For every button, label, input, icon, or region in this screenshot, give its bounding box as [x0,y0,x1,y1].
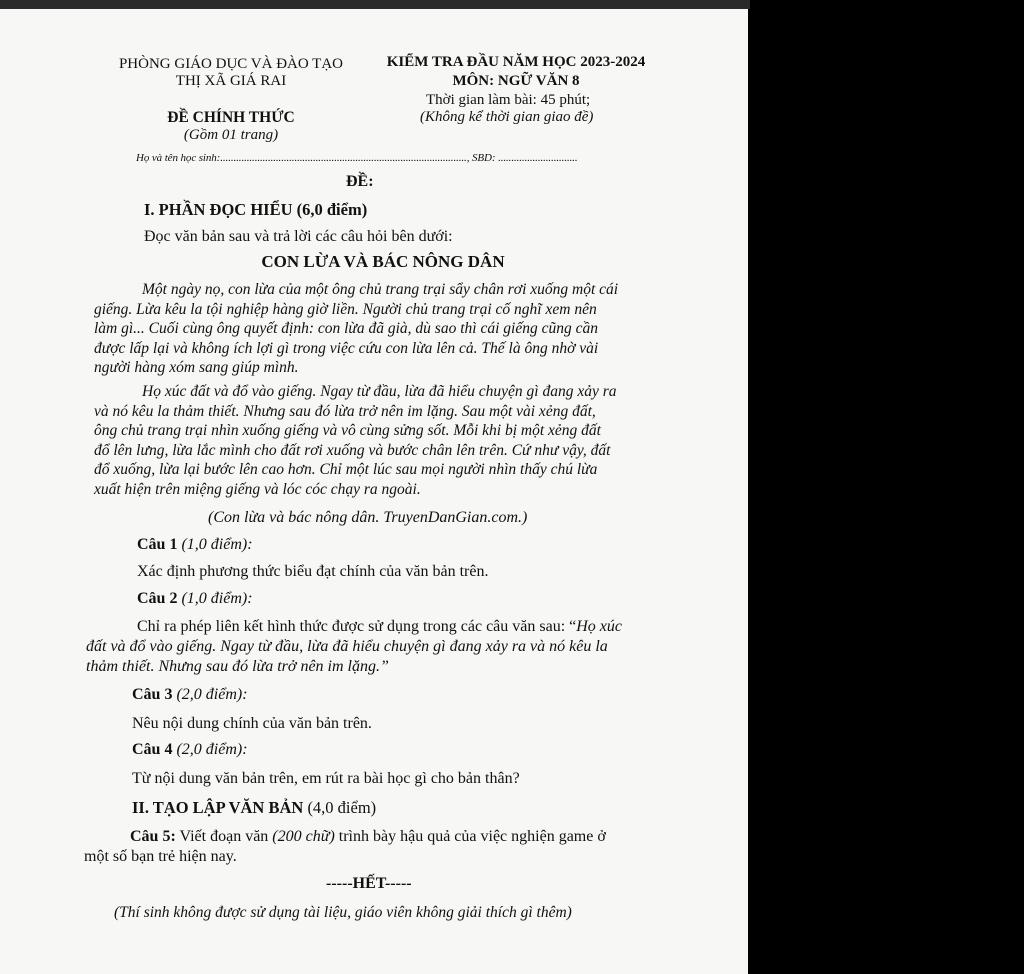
question-number: Câu 1 [137,536,178,553]
exam-time: Thời gian làm bài: 45 phút; [426,92,591,108]
question-number: Câu 4 [132,741,173,758]
page-count: (Gồm 01 trang) [183,127,279,143]
question-5-line-2: một số bạn trẻ hiện nay. [84,848,237,865]
question-points: (1,0 điểm): [181,590,253,607]
question-2-text-line-1 [137,617,622,638]
end-mark: -----HẾT----- [326,875,412,892]
exam-paper [0,9,748,974]
question-2-text-line-3: thảm thiết. Nhưng sau đó lừa trở nên im lặng.” [86,658,389,675]
text-line: được lấp lại và không ích lợi gì trong việc cứu con lừa lên cả. Thế là ông nhờ vài [94,339,599,357]
district-name: THỊ XÃ GIÁ RAI [175,73,287,89]
subject: MÔN: NGỮ VĂN 8 [452,73,580,89]
section-points: (4,0 điểm) [307,798,377,817]
question-number: Câu 2 [137,590,178,607]
text-line: xuất hiện trên miệng giếng và lóc cóc chạy ra ngoài. [94,480,421,498]
text-line: người hàng xóm sang giúp mình. [94,359,299,376]
question-points: (2,0 điểm): [176,686,248,703]
question-text: Viết đoạn văn [179,828,269,845]
story-paragraph-1 [94,280,672,378]
text-line: giếng. Lừa kêu la tội nghiệp hàng giờ liền. Người chủ trang trại cố nghĩ xem nên [94,300,597,318]
official-label: ĐỀ CHÍNH THỨC [167,109,295,126]
footer-note: (Thí sinh không được sử dụng tài liệu, giáo viên không giải thích gì thêm) [114,904,572,921]
text-line: làm gì... Cuối cùng ông quyết định: con lừa đã già, dù sao thì cái giếng cũng cần [94,320,598,337]
section-title: II. TẠO LẬP VĂN BẢN [132,798,304,817]
question-5-line-1 [130,827,606,848]
question-number: Câu 5: [130,828,176,845]
text-line: Một ngày nọ, con lừa của một ông chủ trang trại sẩy chân rơi xuống một cái [142,281,619,298]
part1-heading: I. PHẦN ĐỌC HIỂU (6,0 điểm) [144,200,368,219]
department-name: PHÒNG GIÁO DỤC VÀ ĐÀO TẠO [118,56,344,72]
question-points: (1,0 điểm): [181,536,253,553]
student-info-line: Họ và tên học sinh:............................................................................................., SBD: .............................. [136,152,578,164]
story-source: (Con lừa và bác nông dân. TruyenDanGian.com.) [208,509,528,526]
question-1-label [137,535,253,556]
text-line: ông chủ trang trại nhìn xuống giếng và vô cùng sửng sốt. Mỗi khi bị một xẻng đất [94,422,601,439]
question-4-text: Từ nội dung văn bản trên, em rút ra bài học gì cho bản thân? [132,770,520,787]
part2-heading [132,798,376,818]
time-note: (Không kể thời gian giao đề) [420,109,594,125]
text-line: và nó kêu la thảm thiết. Nhưng sau đó lừa trở nên im lặng. Sau một vài xẻng đất, [94,402,596,420]
question-points: (2,0 điểm): [176,741,248,758]
text-line: Họ xúc đất và đổ vào giếng. Ngay từ đầu, lừa đã hiểu chuyện gì đang xảy ra [142,383,617,400]
question-quote: Họ xúc [576,618,623,635]
question-text: Chỉ ra phép liên kết hình thức được sử dụng trong các câu văn sau: “ [137,618,577,635]
question-emphasis: (200 chữ) [272,828,335,845]
question-2-label [137,589,253,610]
question-text: trình bày hậu quả của việc nghiện game ở [338,828,606,845]
question-1-text: Xác định phương thức biểu đạt chính của văn bản trên. [137,563,489,580]
question-number: Câu 3 [132,686,173,703]
question-4-label [132,740,248,761]
exam-label: ĐỀ: [346,173,374,190]
question-3-text: Nêu nội dung chính của văn bản trên. [132,715,372,732]
window-top-bar [0,0,750,9]
story-title: CON LỪA VÀ BÁC NÔNG DÂN [261,252,505,271]
question-2-text-line-2: đất và đổ vào giếng. Ngay từ đầu, lừa đã hiểu chuyện gì đang xảy ra và nó kêu la [86,638,608,655]
exam-title: KIỂM TRA ĐẦU NĂM HỌC 2023-2024 [386,54,646,70]
question-3-label [132,685,248,706]
text-line: đổ xuống, lừa lại bước lên cao hơn. Chỉ một lúc sau mọi người nhìn thấy chú lừa [94,461,598,478]
story-paragraph-2 [94,382,672,499]
text-line: đổ lên lưng, lừa lắc mình cho đất rơi xuống và bước chân lên trên. Cứ như vậy, đất [94,441,611,459]
reading-instruction: Đọc văn bản sau và trả lời các câu hỏi bên dưới: [144,228,453,245]
